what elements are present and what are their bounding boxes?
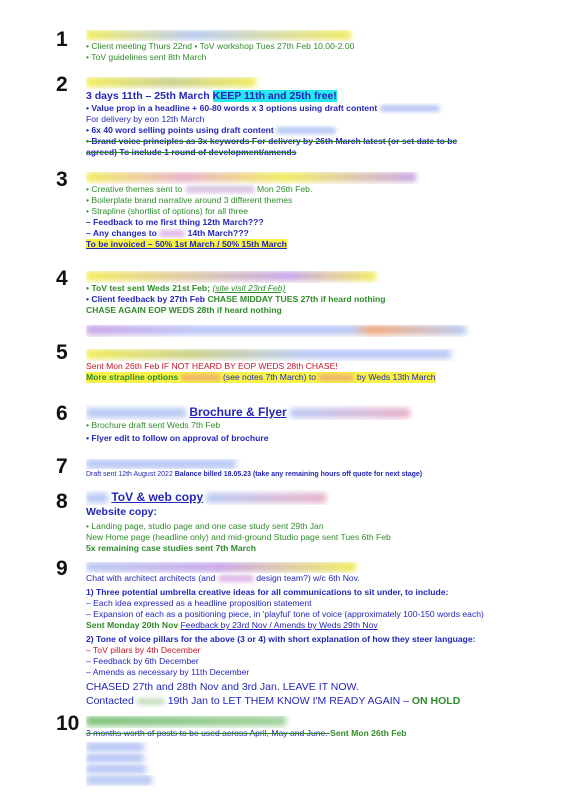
list-item: • Boilerplate brand narrative around 3 different themes — [86, 195, 293, 205]
list-item: 1) Three potential umbrella creative ideas for all communications to sit under, to include: — [86, 587, 449, 597]
list-item: • Strapline (shortlist of options) for all three — [86, 206, 249, 216]
list-item: • Creative themes sent to Mon 26th Feb. — [86, 184, 313, 194]
list-item: • Brand voice principles as 3x keywords For delivery by 26th March latest (or set date to be — [86, 136, 458, 146]
list-item: • ToV guidelines sent 8th March — [86, 52, 207, 62]
section-number-3: 3 — [56, 168, 68, 191]
section-number-1: 1 — [56, 28, 68, 51]
list-item: – Expansion of each as a positioning piece, in 'playful' tone of voice (approximately 100-150 words each) — [86, 609, 484, 619]
list-item: CHASED 27th and 28th Nov and 3rd Jan. LEAVE IT NOW. — [86, 681, 359, 693]
list-item: – Amends as necessary by 11th December — [86, 667, 250, 677]
list-item: Sent Mon 26th Feb IF NOT HEARD BY EOP WEDS 28th CHASE! — [86, 361, 338, 371]
section-number-7: 7 — [56, 455, 68, 478]
section-title: ToV & web copy — [86, 490, 536, 505]
redacted-line — [86, 325, 536, 337]
redacted-heading — [86, 30, 536, 41]
section-number-2: 2 — [56, 73, 68, 96]
redacted-line — [86, 742, 536, 753]
redacted-heading — [86, 172, 536, 184]
list-item: Sent Monday 20th Nov Feedback by 23rd Nov / Amends by Weds 29th Nov — [86, 620, 378, 630]
redacted-line — [86, 753, 536, 764]
section-4 — [86, 271, 536, 337]
list-item: For delivery by eon 12th March — [86, 114, 205, 124]
section-number-8: 8 — [56, 490, 68, 513]
list-item: More strapline options (see notes 7th March) to by Weds 13th March — [86, 372, 436, 382]
list-item: 2) Tone of voice pillars for the above (3 or 4) with short explanation of how they steer language: — [86, 634, 476, 644]
list-item: Chat with architect architects (and design team?) w/c 6th Nov. — [86, 573, 360, 583]
section-9 — [86, 562, 536, 708]
section-2 — [86, 77, 536, 158]
list-item: – Any changes to 14th March??? — [86, 228, 249, 238]
list-item: • ToV test sent Weds 21st Feb; (site visit 23rd Feb) — [86, 283, 286, 293]
list-item: • 6x 40 word selling points using draft content — [86, 125, 536, 136]
section-number-6: 6 — [56, 402, 68, 425]
section-title: 3 days 11th – 25th March KEEP 11th and 25th free! — [86, 90, 337, 102]
subheading: Website copy: — [86, 506, 157, 518]
list-item: • Flyer edit to follow on approval of brochure — [86, 433, 269, 443]
list-item: 5x remaining case studies sent 7th March — [86, 543, 257, 553]
section-8 — [86, 490, 536, 554]
list-item: – ToV pillars by 4th December — [86, 645, 201, 655]
list-item: • Landing page, studio page and one case study sent 29th Jan — [86, 521, 324, 531]
list-item: – Each idea expressed as a headline proposition statement — [86, 598, 312, 608]
list-item: Draft sent 12th August 2022 Balance billed 18.05.23 (take any remaining hours off quote for next stage) — [86, 471, 423, 478]
redacted-heading — [86, 77, 536, 89]
section-5 — [86, 349, 536, 386]
list-item: • Client meeting Thurs 22nd • ToV workshop Tues 27th Feb 10.00-2.00 — [86, 41, 355, 51]
section-title: Brochure & Flyer — [86, 405, 536, 420]
list-item: • Value prop in a headline + 60-80 words x 3 options using draft content — [86, 103, 536, 114]
redacted-heading — [86, 459, 536, 469]
section-number-4: 4 — [56, 267, 68, 290]
section-number-10: 10 — [56, 712, 80, 735]
section-1 — [86, 30, 536, 63]
list-item: agreed) To include 1 round of development/amends — [86, 147, 297, 157]
section-3 — [86, 172, 536, 250]
redacted-heading — [86, 349, 536, 361]
list-item: – Feedback to me first thing 12th March??? — [86, 217, 264, 227]
list-item: CHASE AGAIN EOP WEDS 28th if heard nothing — [86, 305, 282, 315]
redacted-line — [86, 764, 536, 775]
section-6 — [86, 405, 536, 444]
section-number-5: 5 — [56, 341, 68, 364]
list-item: • Brochure draft sent Weds 7th Feb — [86, 420, 221, 430]
redacted-heading — [86, 271, 536, 283]
redacted-heading — [86, 562, 536, 573]
redacted-line — [86, 775, 536, 786]
section-number-9: 9 — [56, 557, 68, 580]
list-item: • Client feedback by 27th Feb CHASE MIDDAY TUES 27th if heard nothing — [86, 294, 386, 304]
list-item: Contacted 19th Jan to LET THEM KNOW I'M READY AGAIN – ON HOLD — [86, 695, 461, 707]
redacted-heading — [86, 716, 536, 728]
list-item: – Feedback by 6th December — [86, 656, 199, 666]
invoice-note: To be invoiced – 50% 1st March / 50% 15th March — [86, 239, 287, 249]
list-item: New Home page (headline only) and mid-ground Studio page sent Tues 6th Feb — [86, 532, 391, 542]
section-10 — [86, 716, 536, 786]
section-7 — [86, 459, 536, 480]
list-item: 3 months worth of posts to be used across April, May and June. Sent Mon 26th Feb — [86, 728, 407, 738]
